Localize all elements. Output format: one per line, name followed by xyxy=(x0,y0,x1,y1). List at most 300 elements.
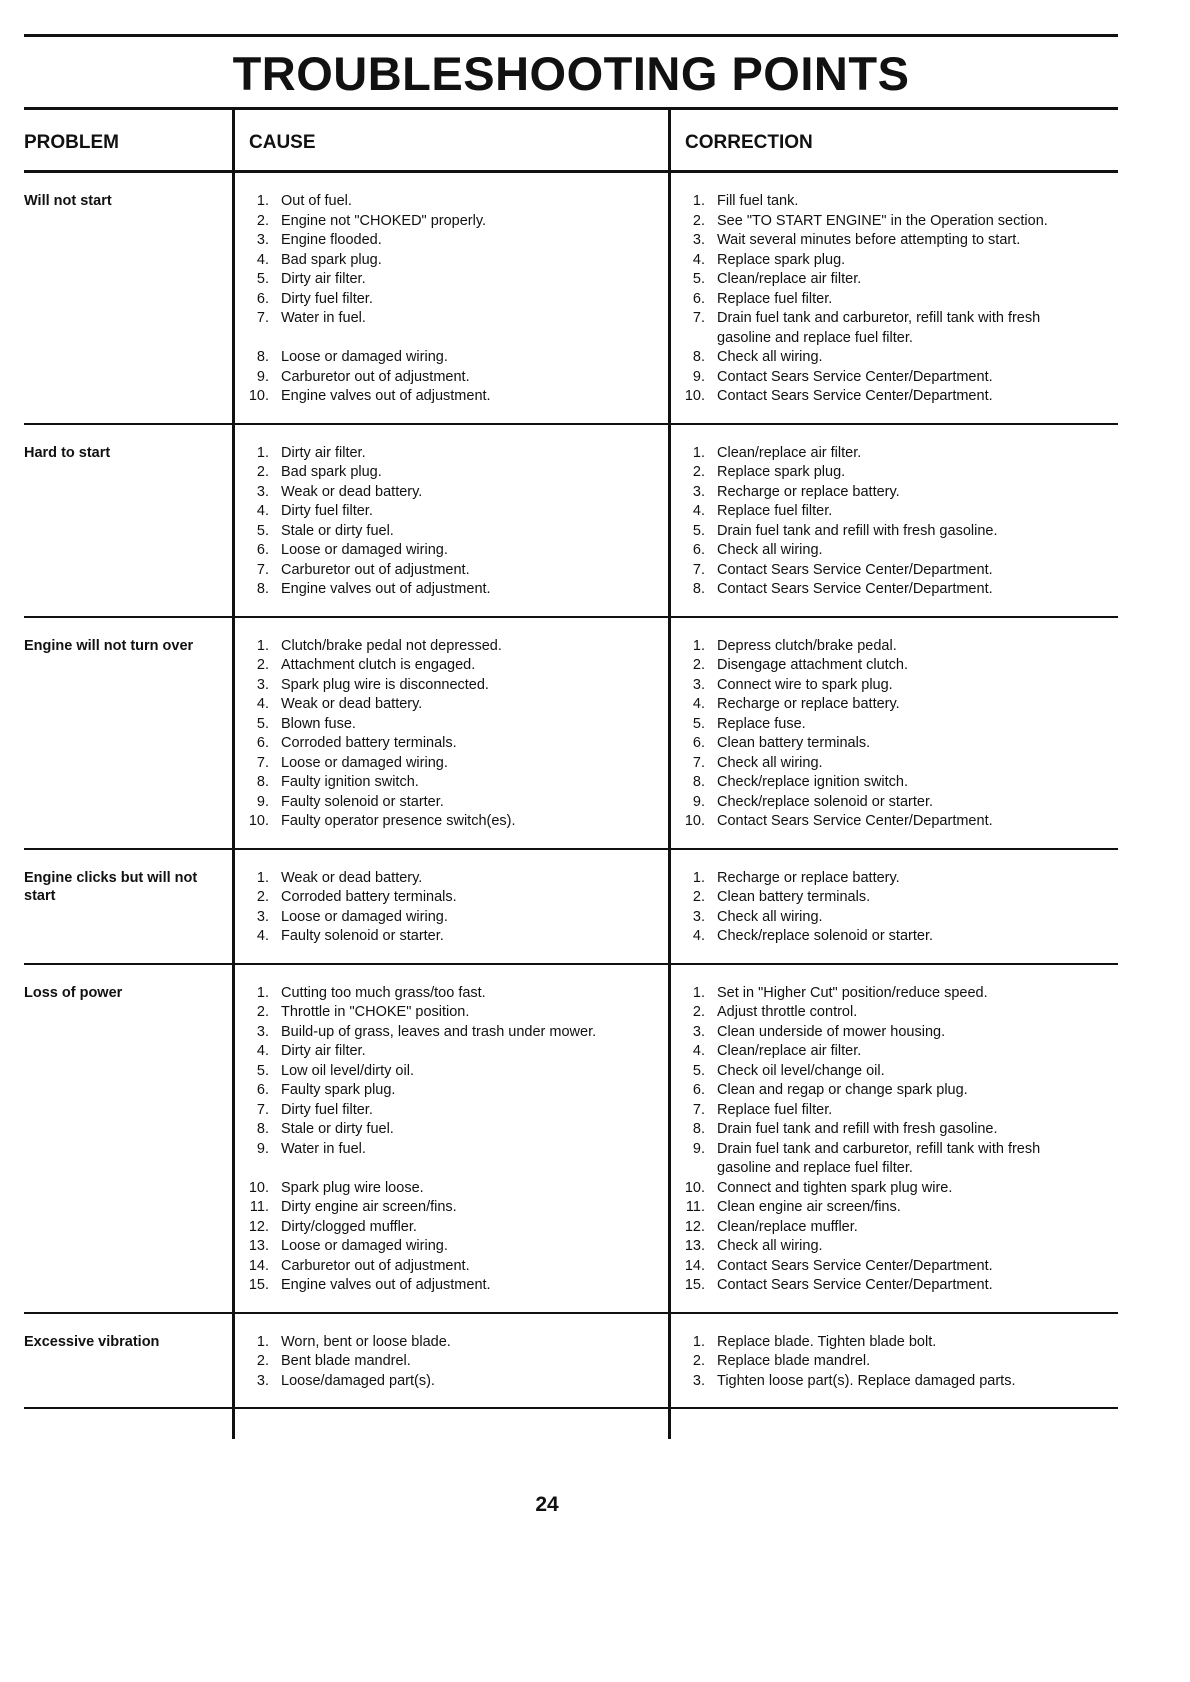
correction-number: 1. xyxy=(692,637,705,654)
correction-text: Clean/replace air filter. xyxy=(717,1043,862,1059)
cause-number: 2. xyxy=(256,889,269,905)
cause-text: Spark plug wire is disconnected. xyxy=(281,676,489,693)
cause-text: Build-up of grass, leaves and trash under mower. xyxy=(281,1023,597,1040)
correction-number: 13. xyxy=(684,1238,705,1254)
cause-number: 11. xyxy=(249,1199,269,1215)
cause-list xyxy=(232,425,668,616)
cause-text: Bad spark plug. xyxy=(281,251,382,268)
correction-number: 4. xyxy=(692,1043,705,1059)
cause-text: Faulty solenoid or starter. xyxy=(281,928,444,944)
correction-text: Drain fuel tank and refill with fresh gasoline. xyxy=(717,522,998,539)
correction-number: 2. xyxy=(692,464,705,480)
correction-text: Clean engine air screen/fins. xyxy=(717,1199,901,1215)
correction-text: Connect wire to spark plug. xyxy=(717,676,893,693)
correction-number: 1. xyxy=(692,869,705,886)
correction-item xyxy=(681,212,1112,232)
cause-item xyxy=(245,309,662,329)
cause-item xyxy=(245,1218,662,1238)
cause-item xyxy=(245,1237,662,1257)
correction-item xyxy=(681,656,1112,676)
cause-text: Cutting too much grass/too fast. xyxy=(281,984,486,1001)
cause-text: Water in fuel. xyxy=(281,310,366,326)
correction-text: Contact Sears Service Center/Department. xyxy=(717,1257,993,1274)
cause-number: 3. xyxy=(256,232,269,248)
cause-item xyxy=(245,541,662,561)
cause-text: Blown fuse. xyxy=(281,715,356,732)
cause-number: 1. xyxy=(256,1333,269,1350)
cause-item xyxy=(245,754,662,774)
correction-text: See "TO START ENGINE" in the Operation section. xyxy=(717,212,1048,229)
cause-number: 14. xyxy=(248,1257,269,1274)
correction-text: Contact Sears Service Center/Department. xyxy=(717,581,993,597)
correction-item xyxy=(681,888,1112,908)
cause-text: Weak or dead battery. xyxy=(281,483,423,500)
cause-text: Dirty/clogged muffler. xyxy=(281,1218,417,1235)
correction-text: Clean and regap or change spark plug. xyxy=(717,1082,968,1098)
correction-number: 4. xyxy=(692,928,705,944)
correction-number: 7. xyxy=(692,561,705,578)
problem-section xyxy=(24,963,1118,1312)
problem-section xyxy=(24,848,1118,963)
cause-number: 8. xyxy=(256,581,269,597)
cause-number: 15. xyxy=(248,1277,269,1293)
cause-number: 2. xyxy=(256,212,269,229)
cause-number: 4. xyxy=(256,251,269,268)
correction-text: Check all wiring. xyxy=(717,542,823,558)
cause-number: 3. xyxy=(256,676,269,693)
cause-text: Weak or dead battery. xyxy=(281,696,423,712)
page-number: 24 xyxy=(535,1493,559,1516)
correction-text: Replace spark plug. xyxy=(717,464,846,480)
cause-text: Faulty spark plug. xyxy=(281,1082,396,1098)
correction-item xyxy=(681,1352,1112,1372)
correction-list xyxy=(668,965,1118,1312)
cause-item xyxy=(245,483,662,503)
cause-number: 5. xyxy=(256,522,269,539)
correction-number: 2. xyxy=(692,889,705,905)
problem-section xyxy=(24,1312,1118,1408)
correction-item xyxy=(681,309,1112,329)
correction-number: 2. xyxy=(692,657,705,673)
cause-number: 13. xyxy=(248,1238,269,1254)
troubleshooting-page xyxy=(24,34,1118,1439)
correction-item xyxy=(681,1198,1112,1218)
cause-text: Engine valves out of adjustment. xyxy=(281,388,491,404)
correction-item xyxy=(681,1140,1112,1160)
cause-item xyxy=(245,793,662,813)
cause-item xyxy=(245,387,662,407)
cause-number: 10. xyxy=(248,388,269,404)
correction-item xyxy=(681,329,1112,349)
correction-text: Check/replace ignition switch. xyxy=(717,774,909,790)
cause-number: 2. xyxy=(256,464,269,480)
cause-item xyxy=(245,1372,662,1392)
cause-text: Weak or dead battery. xyxy=(281,869,423,886)
correction-text: Contact Sears Service Center/Department. xyxy=(717,368,993,385)
cause-text: Water in fuel. xyxy=(281,1140,366,1157)
problem-label: Hard to start xyxy=(24,444,111,461)
correction-item xyxy=(681,1218,1112,1238)
cause-number: 5. xyxy=(256,1062,269,1079)
cause-list xyxy=(232,173,668,423)
correction-number: 5. xyxy=(692,522,705,539)
correction-item xyxy=(681,793,1112,813)
correction-item xyxy=(681,773,1112,793)
cause-number: 6. xyxy=(256,1082,269,1098)
correction-number: 12. xyxy=(684,1218,705,1235)
correction-item xyxy=(681,1179,1112,1199)
correction-number: 9. xyxy=(692,368,705,385)
cause-item xyxy=(245,368,662,388)
correction-list xyxy=(668,850,1118,963)
correction-number: 6. xyxy=(692,542,705,558)
cause-number: 6. xyxy=(256,542,269,558)
correction-number: 4. xyxy=(692,503,705,519)
correction-number xyxy=(681,1159,717,1179)
cause-item xyxy=(245,580,662,600)
cause-item xyxy=(245,927,662,947)
correction-text: Clean underside of mower housing. xyxy=(717,1023,946,1040)
correction-number: 10. xyxy=(684,388,705,404)
cause-item xyxy=(245,1120,662,1140)
correction-text: Clean/replace air filter. xyxy=(717,271,862,287)
correction-item xyxy=(681,290,1112,310)
correction-text: Wait several minutes before attempting to start. xyxy=(717,232,1021,248)
problem-section xyxy=(24,170,1118,423)
problem-label: Excessive vibration xyxy=(24,1333,160,1350)
cause-item xyxy=(245,773,662,793)
correction-number: 8. xyxy=(692,774,705,790)
cause-item xyxy=(245,734,662,754)
correction-text: Fill fuel tank. xyxy=(717,193,799,209)
correction-item xyxy=(681,387,1112,407)
correction-number xyxy=(681,329,717,349)
correction-text: Replace blade mandrel. xyxy=(717,1353,871,1369)
correction-item xyxy=(681,1257,1112,1277)
cause-item xyxy=(245,444,662,464)
correction-item xyxy=(681,754,1112,774)
cause-item xyxy=(245,1023,662,1043)
correction-number: 5. xyxy=(692,715,705,732)
column-headers xyxy=(24,110,1118,170)
cause-text: Dirty fuel filter. xyxy=(281,503,373,519)
correction-item xyxy=(681,1372,1112,1392)
cause-item xyxy=(245,192,662,212)
cause-text: Engine flooded. xyxy=(281,232,382,248)
correction-item xyxy=(681,908,1112,928)
correction-text: Contact Sears Service Center/Department. xyxy=(717,561,993,578)
cause-list xyxy=(232,618,668,848)
correction-number: 7. xyxy=(692,754,705,771)
correction-number: 3. xyxy=(692,232,705,248)
correction-text: Replace fuel filter. xyxy=(717,503,833,519)
problem-header: PROBLEM xyxy=(24,132,119,153)
correction-number: 3. xyxy=(692,1023,705,1040)
cause-item xyxy=(245,1352,662,1372)
cause-number: 1. xyxy=(256,869,269,886)
cause-text: Faulty solenoid or starter. xyxy=(281,793,444,810)
cause-text: Bad spark plug. xyxy=(281,464,382,480)
cause-text: Corroded battery terminals. xyxy=(281,735,457,751)
cause-item xyxy=(245,715,662,735)
correction-item xyxy=(681,869,1112,889)
correction-number: 3. xyxy=(692,483,705,500)
cause-item xyxy=(245,637,662,657)
correction-number: 4. xyxy=(692,696,705,712)
cause-text: Loose or damaged wiring. xyxy=(281,542,448,558)
cause-text: Carburetor out of adjustment. xyxy=(281,368,470,385)
cause-number: 3. xyxy=(256,1023,269,1040)
correction-number: 2. xyxy=(692,1353,705,1369)
correction-number: 14. xyxy=(684,1257,705,1274)
cause-list xyxy=(232,965,668,1312)
correction-text: Drain fuel tank and carburetor, refill tank with fresh xyxy=(717,1140,1041,1157)
cause-number: 1. xyxy=(256,637,269,654)
cause-number: 9. xyxy=(256,368,269,385)
correction-text: Contact Sears Service Center/Department. xyxy=(717,1277,993,1293)
cause-text: Dirty air filter. xyxy=(281,271,366,287)
correction-number: 1. xyxy=(692,1333,705,1350)
cause-number: 7. xyxy=(256,561,269,578)
correction-item xyxy=(681,483,1112,503)
correction-item xyxy=(681,270,1112,290)
correction-item xyxy=(681,637,1112,657)
cause-number: 3. xyxy=(256,1372,269,1389)
problem-label: Loss of power xyxy=(24,984,123,1001)
cause-text: Clutch/brake pedal not depressed. xyxy=(281,637,502,654)
cause-text: Engine not "CHOKED" properly. xyxy=(281,212,487,229)
correction-item xyxy=(681,715,1112,735)
correction-item xyxy=(681,927,1112,947)
cause-number: 7. xyxy=(256,1101,269,1118)
cause-item xyxy=(245,1179,662,1199)
correction-list xyxy=(668,425,1118,616)
cause-item xyxy=(245,656,662,676)
cause-number: 5. xyxy=(256,715,269,732)
correction-item xyxy=(681,1120,1112,1140)
correction-text: Replace spark plug. xyxy=(717,251,846,268)
correction-number: 11. xyxy=(685,1199,705,1215)
correction-number: 10. xyxy=(684,1179,705,1196)
correction-number: 7. xyxy=(692,310,705,326)
correction-item xyxy=(681,1062,1112,1082)
cause-item xyxy=(245,869,662,889)
cause-number: 2. xyxy=(256,1004,269,1020)
cause-text: Loose or damaged wiring. xyxy=(281,349,448,365)
problem-section xyxy=(24,423,1118,616)
cause-item xyxy=(245,695,662,715)
correction-item xyxy=(681,463,1112,483)
correction-number: 8. xyxy=(692,349,705,365)
cause-number: 2. xyxy=(256,657,269,673)
cause-list xyxy=(232,850,668,963)
cause-text: Worn, bent or loose blade. xyxy=(281,1333,451,1350)
correction-text: Check/replace solenoid or starter. xyxy=(717,793,933,810)
cause-item xyxy=(245,502,662,522)
correction-text: Clean battery terminals. xyxy=(717,735,871,751)
correction-item xyxy=(681,1159,1112,1179)
correction-number: 8. xyxy=(692,1121,705,1137)
correction-number: 3. xyxy=(692,908,705,925)
cause-number: 12. xyxy=(248,1218,269,1235)
correction-item xyxy=(681,734,1112,754)
cause-text: Attachment clutch is engaged. xyxy=(281,657,476,673)
correction-item xyxy=(681,695,1112,715)
cause-number: 9. xyxy=(256,1140,269,1157)
cause-text: Faulty ignition switch. xyxy=(281,774,419,790)
troubleshooting-table xyxy=(24,170,1118,1407)
cause-text: Stale or dirty fuel. xyxy=(281,522,394,539)
problem-label: Engine will not turn over xyxy=(24,637,194,654)
correction-item xyxy=(681,1042,1112,1062)
cause-item xyxy=(245,812,662,832)
cause-number: 6. xyxy=(256,735,269,751)
correction-text: gasoline and replace fuel filter. xyxy=(717,329,913,346)
correction-item xyxy=(681,676,1112,696)
correction-item xyxy=(681,541,1112,561)
correction-text: Replace fuse. xyxy=(717,715,806,732)
correction-item xyxy=(681,502,1112,522)
correction-text: Contact Sears Service Center/Department. xyxy=(717,388,993,404)
correction-number: 1. xyxy=(692,444,705,461)
cause-number: 8. xyxy=(256,349,269,365)
problem-label: Will not start xyxy=(24,193,112,209)
correction-item xyxy=(681,368,1112,388)
correction-item xyxy=(681,561,1112,581)
cause-text: Loose or damaged wiring. xyxy=(281,754,448,771)
correction-text: Replace fuel filter. xyxy=(717,290,833,307)
cause-text: Carburetor out of adjustment. xyxy=(281,1257,470,1274)
correction-text: Check all wiring. xyxy=(717,908,823,925)
correction-item xyxy=(681,984,1112,1004)
cause-number: 8. xyxy=(256,1121,269,1137)
correction-item xyxy=(681,251,1112,271)
correction-text: Replace blade. Tighten blade bolt. xyxy=(717,1333,937,1350)
top-rule xyxy=(24,34,1118,37)
cause-number: 6. xyxy=(256,290,269,307)
correction-item xyxy=(681,1023,1112,1043)
cause-text: Dirty engine air screen/fins. xyxy=(281,1199,457,1215)
cause-text: Loose or damaged wiring. xyxy=(281,908,448,925)
cause-item xyxy=(245,1062,662,1082)
cause-item xyxy=(245,561,662,581)
cause-item xyxy=(245,290,662,310)
cause-text: Spark plug wire loose. xyxy=(281,1179,424,1196)
cause-number: 1. xyxy=(256,444,269,461)
correction-item xyxy=(681,1081,1112,1101)
correction-item xyxy=(681,1333,1112,1353)
correction-text: Disengage attachment clutch. xyxy=(717,657,909,673)
cause-text: Carburetor out of adjustment. xyxy=(281,561,470,578)
cause-item xyxy=(245,888,662,908)
cause-text: Faulty operator presence switch(es). xyxy=(281,813,516,829)
cause-number: 10. xyxy=(248,1179,269,1196)
cause-text: Dirty air filter. xyxy=(281,1043,366,1059)
correction-text: Connect and tighten spark plug wire. xyxy=(717,1179,953,1196)
correction-number: 1. xyxy=(692,193,705,209)
problem-section xyxy=(24,616,1118,848)
cause-text: Dirty fuel filter. xyxy=(281,290,373,307)
correction-number: 6. xyxy=(692,290,705,307)
cause-item xyxy=(245,1003,662,1023)
correction-text: Adjust throttle control. xyxy=(717,1004,858,1020)
cause-number: 4. xyxy=(256,928,269,944)
correction-number: 5. xyxy=(692,271,705,287)
cause-item xyxy=(245,270,662,290)
correction-text: Drain fuel tank and carburetor, refill tank with fresh xyxy=(717,310,1041,326)
cause-text: Loose/damaged part(s). xyxy=(281,1372,435,1389)
cause-number: 7. xyxy=(256,310,269,326)
correction-number: 5. xyxy=(692,1062,705,1079)
cause-item xyxy=(245,1257,662,1277)
correction-item xyxy=(681,522,1112,542)
cause-item xyxy=(245,676,662,696)
cause-item xyxy=(245,1101,662,1121)
cause-item xyxy=(245,984,662,1004)
cause-text: Low oil level/dirty oil. xyxy=(281,1062,414,1079)
correction-list xyxy=(668,1314,1118,1408)
correction-item xyxy=(681,1276,1112,1296)
correction-item xyxy=(681,812,1112,832)
correction-number: 3. xyxy=(692,1372,705,1389)
cause-number: 8. xyxy=(256,774,269,790)
cause-item xyxy=(245,522,662,542)
cause-text: Stale or dirty fuel. xyxy=(281,1121,394,1137)
correction-text: Check all wiring. xyxy=(717,754,823,771)
cause-number: 3. xyxy=(256,483,269,500)
correction-header: CORRECTION xyxy=(668,110,1118,170)
cause-number: 5. xyxy=(256,271,269,287)
correction-text: Check oil level/change oil. xyxy=(717,1062,885,1079)
correction-list xyxy=(668,173,1118,423)
cause-number: 3. xyxy=(256,908,269,925)
correction-number: 15. xyxy=(684,1277,705,1293)
correction-number: 6. xyxy=(692,1082,705,1098)
correction-number: 1. xyxy=(692,984,705,1001)
cause-text: Corroded battery terminals. xyxy=(281,889,457,905)
cause-item xyxy=(245,1081,662,1101)
correction-text: Clean/replace muffler. xyxy=(717,1218,858,1235)
cause-number: 7. xyxy=(256,754,269,771)
correction-number: 10. xyxy=(684,813,705,829)
cause-item xyxy=(245,348,662,368)
correction-item xyxy=(681,1237,1112,1257)
correction-text: Clean/replace air filter. xyxy=(717,444,862,461)
cause-text: Dirty fuel filter. xyxy=(281,1101,373,1118)
cause-item xyxy=(245,908,662,928)
correction-text: Check all wiring. xyxy=(717,349,823,365)
cause-text: Loose or damaged wiring. xyxy=(281,1238,448,1254)
cause-text: Throttle in "CHOKE" position. xyxy=(281,1004,470,1020)
correction-text: Tighten loose part(s). Replace damaged parts. xyxy=(717,1372,1016,1389)
cause-number: 4. xyxy=(256,503,269,519)
cause-item xyxy=(245,1042,662,1062)
correction-item xyxy=(681,348,1112,368)
correction-text: Set in "Higher Cut" position/reduce speed. xyxy=(717,984,988,1001)
correction-text: gasoline and replace fuel filter. xyxy=(717,1160,913,1176)
correction-number: 9. xyxy=(692,1140,705,1157)
cause-item xyxy=(245,1198,662,1218)
cause-item xyxy=(245,1333,662,1353)
cause-item xyxy=(245,251,662,271)
correction-text: Clean battery terminals. xyxy=(717,889,871,905)
correction-number: 3. xyxy=(692,676,705,693)
correction-text: Depress clutch/brake pedal. xyxy=(717,637,897,654)
correction-item xyxy=(681,580,1112,600)
cause-item xyxy=(245,231,662,251)
correction-number: 2. xyxy=(692,1004,705,1020)
correction-text: Recharge or replace battery. xyxy=(717,696,900,712)
